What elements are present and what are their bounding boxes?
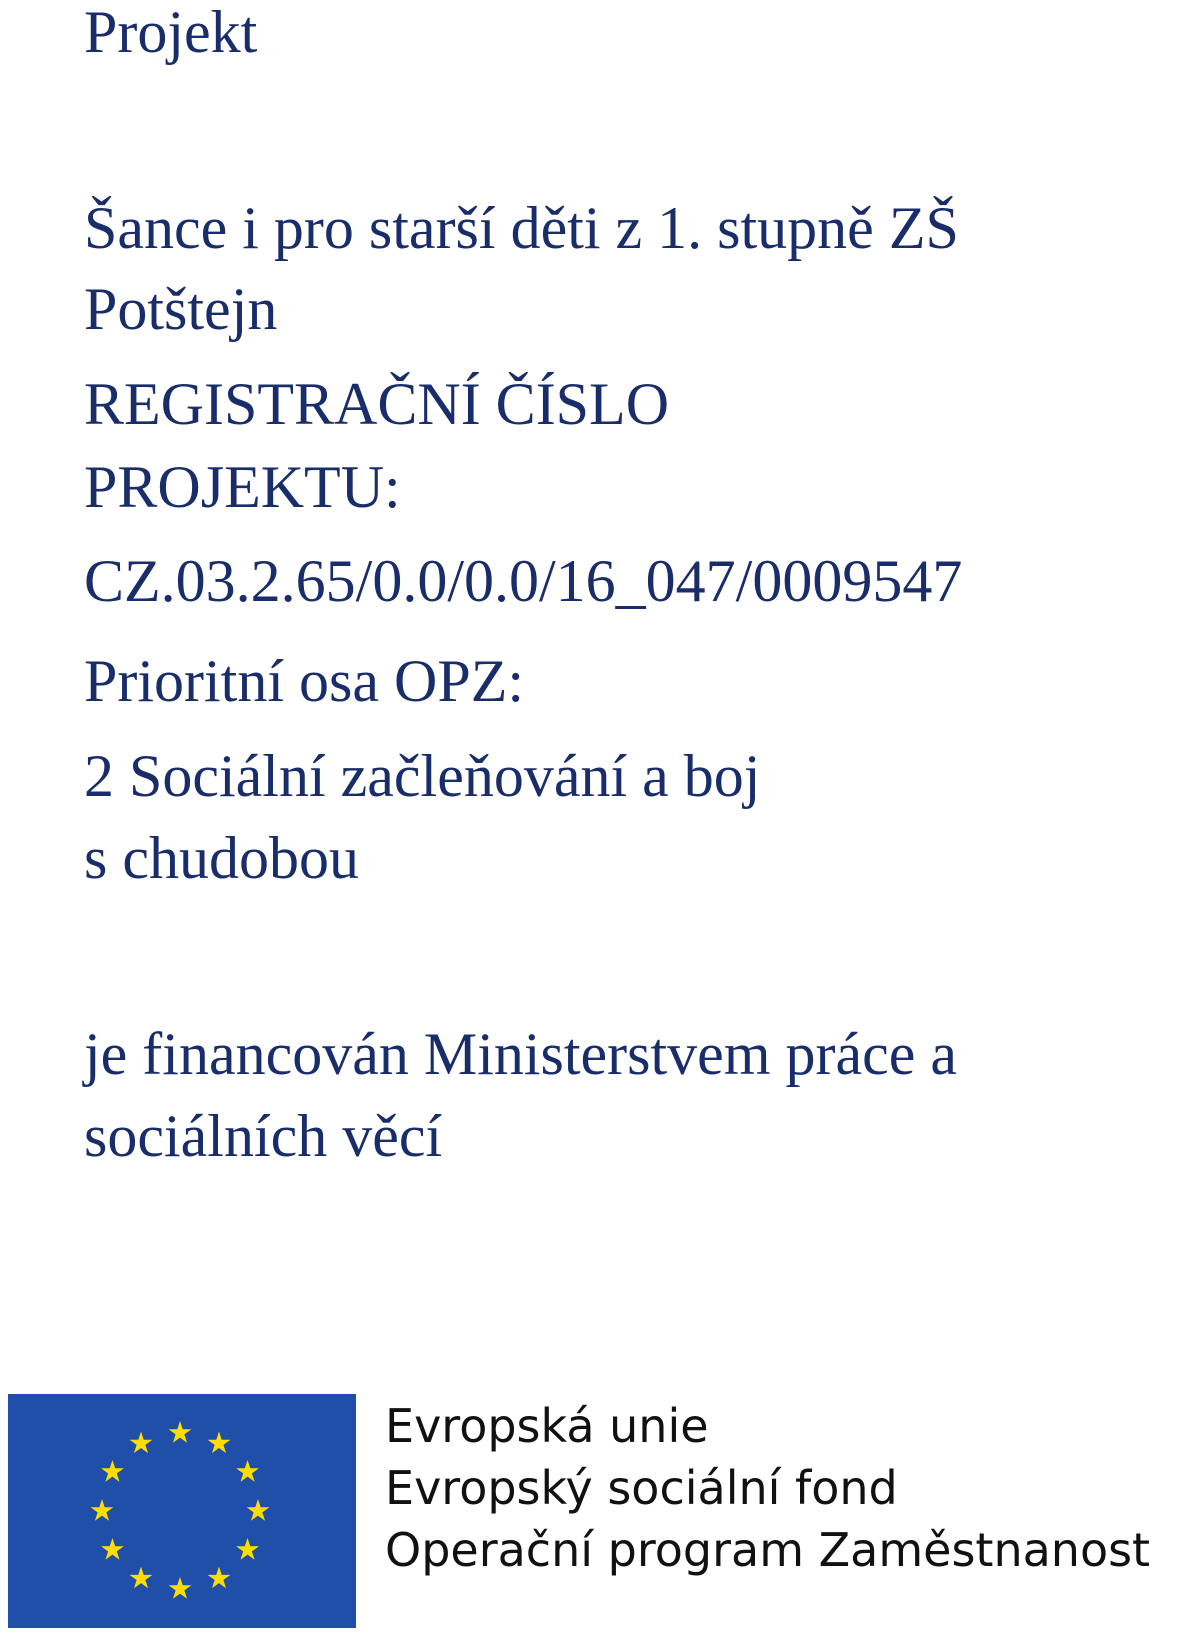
registration-label-line-1: REGISTRAČNÍ ČÍSLO [84,371,670,437]
esf-label: Evropský sociální fond [385,1461,898,1515]
eu-star-icon [208,1431,231,1453]
opz-label: Operační program Zaměstnanost [385,1523,1151,1577]
eu-star-icon [169,1421,192,1443]
eu-flag-stars [8,1394,356,1628]
document-heading: Projekt [84,0,258,65]
registration-number: CZ.03.2.65/0.0/0.0/16_047/0009547 [84,548,963,614]
eu-star-icon [208,1567,231,1589]
funding-line-1: je financován Ministerstvem práce a [84,1021,957,1087]
eu-star-icon [236,1460,259,1482]
eu-star-icon [101,1460,124,1482]
priority-axis-value-line-1: 2 Sociální začleňování a boj [84,743,761,809]
eu-star-icon [236,1538,259,1560]
eu-star-icon [130,1567,153,1589]
funding-line-2: sociálních věcí [84,1103,443,1169]
eu-star-icon [130,1431,153,1453]
eu-label: Evropská unie [385,1399,709,1453]
eu-star-icon [91,1499,114,1521]
registration-label-line-2: PROJEKTU: [84,454,401,520]
eu-star-icon [169,1577,192,1599]
eu-star-icon [101,1538,124,1560]
project-name-line-1: Šance i pro starší děti z 1. stupně ZŠ [84,195,959,261]
eu-flag-icon [8,1394,356,1628]
priority-axis-value-line-2: s chudobou [84,825,359,891]
project-name-line-2: Potštejn [84,276,278,342]
eu-star-icon [247,1499,270,1521]
priority-axis-label: Prioritní osa OPZ: [84,648,525,714]
